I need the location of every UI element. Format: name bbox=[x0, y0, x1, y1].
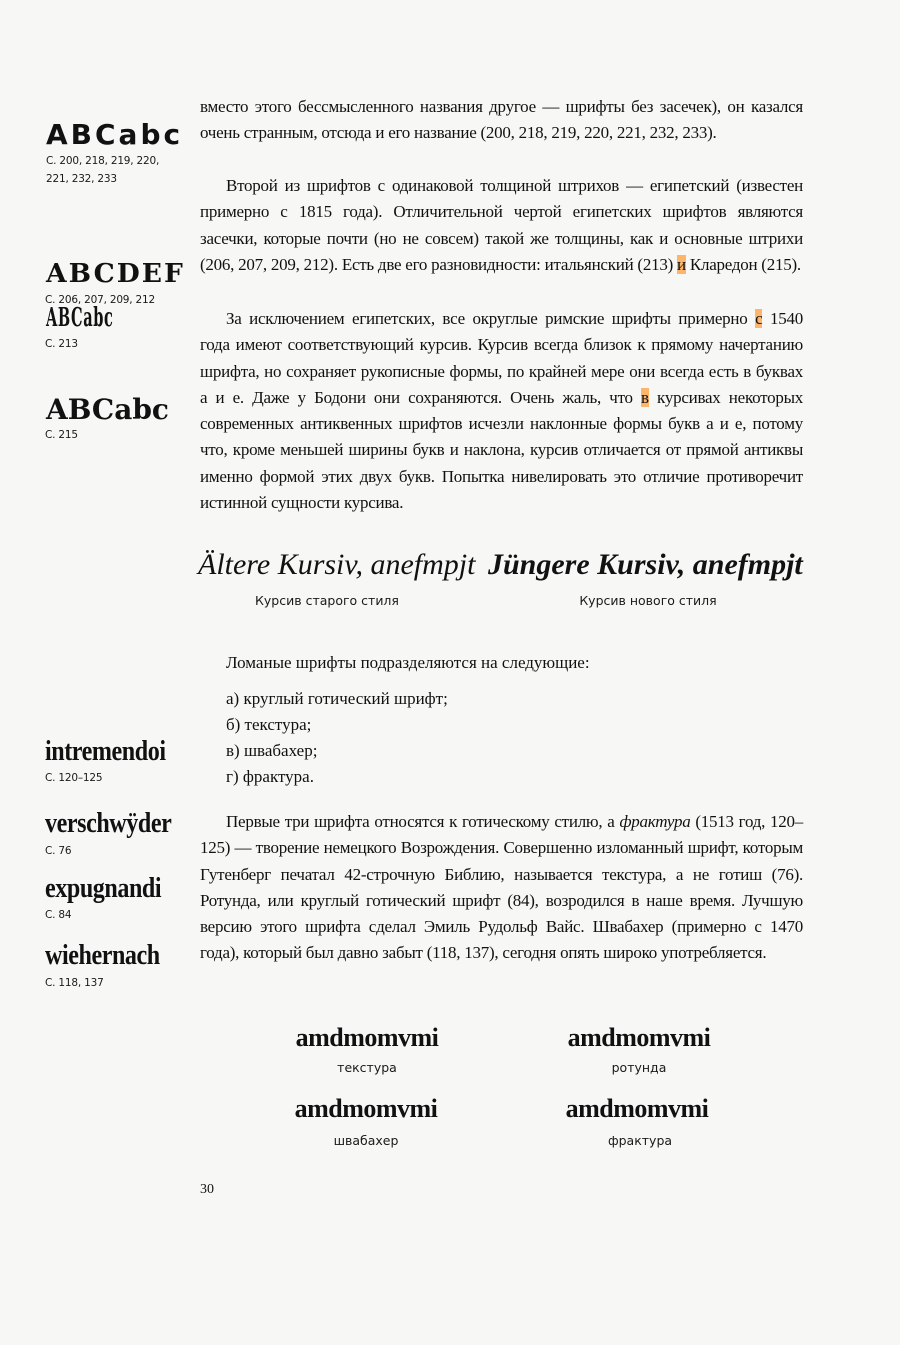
broken-fonts-list bbox=[226, 686, 448, 790]
margin-sample-clarendon: ABCabc bbox=[46, 393, 169, 426]
caption-line: 221, 232, 233 bbox=[46, 173, 117, 185]
caption-line: С. 200, 218, 219, 220, bbox=[46, 155, 160, 167]
margin-caption-egyptian: С. 206, 207, 209, 212 bbox=[45, 294, 155, 306]
margin-caption-clarendon: С. 215 bbox=[45, 429, 78, 441]
text-run: За исключением египетских, все округлые римские шрифты примерно bbox=[226, 309, 756, 328]
italic-sample-old: Ältere Kursiv, anefmpjt bbox=[198, 548, 476, 581]
margin-sample-schwabacher: wiehernach bbox=[45, 940, 160, 971]
blackletter-sample-textura: amdmomvmi bbox=[295, 1023, 439, 1052]
paragraph-egyptian bbox=[200, 173, 803, 278]
italic-text: фрактура bbox=[619, 812, 691, 831]
blackletter-sample-fraktur: amdmomvmi bbox=[565, 1094, 709, 1123]
margin-caption-schwabacher: С. 118, 137 bbox=[45, 977, 104, 989]
blackletter-caption-schwabacher: швабахер bbox=[333, 1133, 399, 1148]
blackletter-caption-fraktur: фрактура bbox=[607, 1133, 673, 1148]
highlighted-text: в bbox=[641, 387, 649, 407]
blackletter-caption-rotunda: ротунда bbox=[611, 1060, 667, 1075]
paragraph-gothic bbox=[200, 809, 803, 967]
list-item: в) швабахер; bbox=[226, 741, 318, 760]
list-item: а) круглый готический шрифт; bbox=[226, 689, 448, 708]
margin-sample-italian: ABCabc bbox=[46, 303, 114, 333]
margin-caption-gotisch: С. 76 bbox=[45, 845, 72, 857]
margin-sample-gotisch: verschwÿder bbox=[45, 808, 172, 839]
blackletter-sample-rotunda: amdmomvmi bbox=[567, 1023, 711, 1052]
margin-caption-grotesk bbox=[46, 152, 159, 188]
text-run: Первые три шрифта относятся к готическому стилю, а bbox=[226, 812, 620, 831]
margin-sample-egyptian: ABCDEF bbox=[46, 259, 185, 289]
paragraph-broken-fonts-intro: Ломаные шрифты подразделяются на следующие: bbox=[226, 653, 590, 672]
highlighted-text: с bbox=[755, 309, 763, 328]
italic-sample-new: Jüngere Kursiv, anefmpjt bbox=[488, 548, 803, 581]
text-run: (1513 год, 120–125) — творение немецкого Возрождения. Совершенно изломанный шрифт, которым Гутенберг печатал 42-строчную Библию, называется текстура, а не готиш (76). Ротунда, или круглый готический шрифт (84), возродился в наше время. Лучшую версию этого шрифта сделал Эмиль Рудольф Вайс. Швабахер (примерно с 1470 года), который был давно забыт (118, 137), сегодня опять широко употребляется. bbox=[200, 812, 803, 963]
margin-caption-italian: С. 213 bbox=[45, 338, 78, 350]
highlighted-text: и bbox=[677, 254, 686, 274]
margin-sample-grotesk: ABCabc bbox=[46, 118, 184, 151]
margin-caption-rotunda: С. 84 bbox=[45, 909, 72, 921]
blackletter-sample-schwabacher: amdmomvmi bbox=[294, 1094, 438, 1123]
margin-sample-rotunda: expugnandi bbox=[45, 873, 162, 904]
text-run: 1540 года имеют соответствующий курсив. Курсив всегда близок к прямому начертанию шрифта, но сохраняет рукописные формы, по крайней мере они всегда есть в буквах а и е. Даже у Бодони они сохраняются. Очень жаль, что bbox=[200, 309, 804, 407]
list-item: г) фрактура. bbox=[226, 767, 314, 786]
text-run: Кларедон (215). bbox=[685, 254, 801, 274]
margin-sample-textura: intremendoi bbox=[45, 736, 166, 767]
page-number: 30 bbox=[200, 1182, 214, 1197]
blackletter-caption-textura: текстура bbox=[337, 1060, 397, 1075]
paragraph-sans-serif: вместо этого бессмысленного названия другое — шрифты без засечек), он казался очень странным, отсюда и его название (200, 218, 219, 220, 221, 232, 233). bbox=[200, 97, 803, 143]
italic-caption-old: Курсив старого стиля bbox=[255, 593, 399, 608]
paragraph-italic bbox=[200, 306, 803, 516]
text-run: Второй из шрифтов с одинаковой толщиной штрихов — египетский (известен примерно с 1815 года). Отличительной чертой египетских шрифтов являются засечки, которые почти (но не совсем) такой же толщины, как и основные штрихи (206, 207, 209, 212). Есть две его разновидности: итальянский (213) bbox=[200, 176, 803, 274]
margin-caption-textura: С. 120–125 bbox=[45, 772, 103, 784]
list-item: б) текстура; bbox=[226, 715, 312, 734]
italic-caption-new: Курсив нового стиля bbox=[579, 593, 717, 608]
text-run: курсивах некоторых современных антиквенных шрифтов исчезли наклонные формы букв а и е, потому что, кроме меньшей ширины букв и наклона, курсив отличается от прямой антиквы именно формой этих двух букв. Попытка нивелировать это отличие противоречит истинной сущности курсива. bbox=[200, 387, 803, 513]
